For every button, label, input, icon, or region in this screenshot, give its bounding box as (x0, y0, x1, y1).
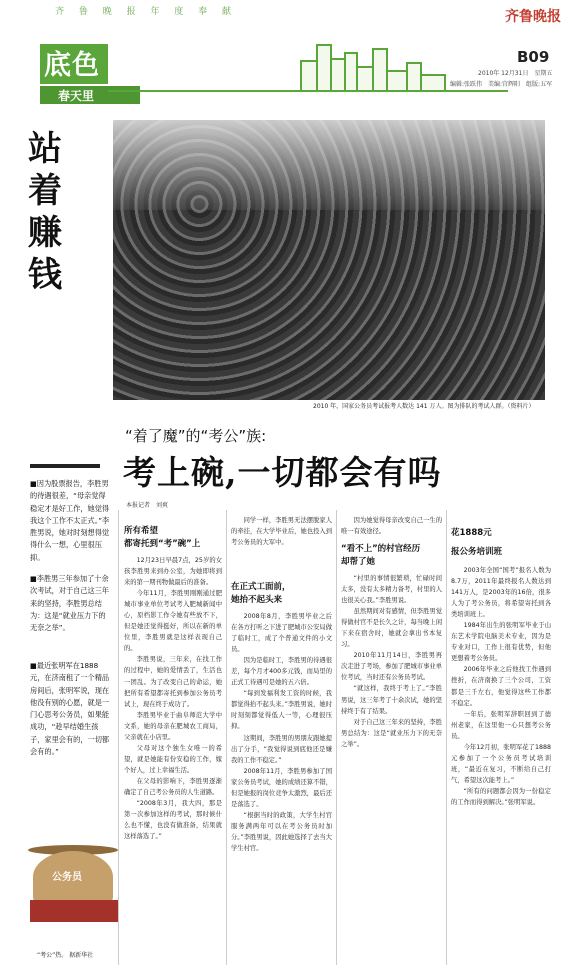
illustration-caption: “考公”热。 据新华社 (37, 952, 94, 959)
paragraph: 2008年8月，李胜男毕业之后在各方打听之下进了肥城市公安局做了临时工，成了个普通文件的小文员。 (231, 613, 332, 654)
paragraph: 父母对这个独生女唯一的希望，就是她能有份安稳的工作，嫁个好人，过上幸福生活。 (124, 744, 222, 774)
paragraph: 今年11月，李胜男刚刚通过肥城市事业单位考试考入肥城新闻中心，原档影工作令她有些放不下，但是她还觉得挺好，所以在新的单位里，李胜男就是这样表现自己的。 (124, 590, 222, 653)
paper-name-logo: 齐鲁晚报 (505, 9, 561, 25)
issue-date: 2010年 12月31日 星期五 (478, 70, 553, 77)
section-heading-4: 花1888元 (451, 528, 492, 538)
paragraph: 李胜男说，三年来，在找工作的过程中，她的爱情丢了，生活也一团乱。为了改变自己的命运，她把所有希望都寄托到参加公务员考试上，现在终于成功了。 (124, 656, 222, 708)
paragraph: 对于自己这三年来的坚持，李胜男总结为：这是“就业压力下的无奈之举”。 (341, 718, 442, 748)
paragraph: 一年后，张明军辞职回到了德州老家，在这里他一心只想考公务员。 (451, 710, 551, 740)
paragraph: 李胜男毕业于曲阜师范大学中文系，她的母亲在肥城农工商局，父亲就在小店里。 (124, 711, 222, 741)
page-number: B09 (517, 48, 550, 66)
section-logo: 底色 (44, 50, 100, 81)
section-heading-2: 在正式工面前， (231, 582, 291, 592)
paragraph: “2008年3月，我大四，那是第一次参加这样的考试，那时候什么也不懂，也没有做准备，结果就这样落选了。” (124, 800, 222, 841)
sidebar-quote-1: ■因为股票报告，李胜男的待遇很差，“母亲觉得稳定才是好工作，她觉得我这个工作不太正式。”李胜男说，她对时刻想得觉得什么一想，心里很压抑。 (30, 479, 110, 562)
paragraph: 2010年11月14日，李胜男再次走进了考场，参加了肥城市事业单位考试，当时还有公务员考试。 (341, 652, 442, 682)
paragraph: “根据当时的政策，大学生村官服务满两年可以在考公务员时加分。”李胜男说，因此她选择了去当大学生村官。 (231, 811, 332, 852)
paragraph: 因为是临时工，李胜男的待遇很差，每个月才400多元钱，而局里的正式工待遇可是她的五六倍。 (231, 657, 332, 687)
article-byline: 本报记者 刘爽 (126, 502, 169, 509)
paragraph: 在父母的影响下，李胜男逐渐确定了自己考公务员的人生道路。 (124, 777, 222, 796)
sidebar-rule (30, 464, 100, 468)
article-headline: 考上碗,一切都会有吗 (123, 453, 442, 492)
paragraph: 2008年11月，李胜男参加了国家公务员考试，她的成绩还算不错，但是她报的岗位竞争太激烈，最后还是落选了。 (231, 767, 332, 808)
section-heading-1-line2: 都寄托到“考”碗”上 (124, 539, 201, 549)
section-subtitle: 春天里 (58, 89, 95, 103)
paragraph: 12月23日早晨7点，25岁的女孩李胜男来到办公室，为她即将到来的第一期刊物做最后的准备。 (124, 557, 222, 587)
photo-caption: 2010 年，国家公务员考试报考人数达 141 万人。图为排队的考试人群。（资料片） (313, 403, 535, 410)
paragraph: 1984年出生的张明军毕业于山东艺术学院电脑美术专业，因为是专业对口，工作上很有优势，但他更想着考公务员。 (451, 622, 551, 663)
crowd-photo-highlight (113, 120, 545, 210)
section-heading-3: “看不上”的村官经历 (341, 544, 421, 554)
urn-label: 公务员 (52, 872, 82, 883)
paragraph: 因为她觉得母亲改变自己一生的唯一有效途径。 (341, 517, 442, 536)
article-column-3 (341, 515, 442, 965)
sidebar-quote-2: ■李胜男三年参加了十余次考试，对于自己这三年来的坚持，李胜男总结为：这是“就业压力下的无奈之举”。 (30, 574, 110, 633)
feature-vertical-title: 站着赚钱 (28, 129, 62, 295)
section-heading-4-line2: 报公务培训班 (451, 547, 503, 557)
paragraph: 2003年全国“国考”报名人数为8.7万，2011年最终报名人数达到141万人，是2003年的16倍，很多人为了考公务员，将希望寄托到各类培训班上。 (451, 567, 551, 619)
article-column-2 (231, 515, 332, 965)
editor-credits: 编辑:张跃伟 美编:宫辉阳 组版:五军 (450, 81, 553, 88)
article-column-4 (451, 527, 551, 965)
paragraph: “就这样，我终于考上了。”李胜男说，这三年考了十余次试，她的坚持终于有了结果。 (341, 685, 442, 715)
urn-pedestal (30, 900, 118, 922)
paragraph: “每到发福利发工资的时候，我都觉得抬不起头来。”李胜男说，她时时刻刻都觉得低人一等，心理很压抑。 (231, 690, 332, 731)
section-heading-3-line2: 却帮了她 (341, 557, 376, 567)
paragraph: “所有的问题都会因为一份稳定的工作而得到解决。”张明军说。 (451, 787, 551, 806)
paragraph: 这期间，李胜男的男朋友跟她提出了分手，“我觉得说到底他还是嫌我的工作不稳定。” (231, 734, 332, 764)
section-heading-2-line2: 她抬不起头来 (231, 595, 283, 605)
paragraph: 2006年毕业之后他找工作遇到挫折，在济南换了三个公司，工资都是三千左右，他觉得这些工作都不稳定。 (451, 666, 551, 707)
paragraph: 虽然期间对有感情，但李胜男觉得做村官不是长久之计，每当晚上闲下来在宿舍时，她就会拿出书本复习。 (341, 608, 442, 649)
article-column-1 (124, 525, 222, 965)
paragraph: 同学一样，李胜男无法摆脱家人的牵挂，在大学毕业后，她也投入到考公务员的大军中。 (231, 517, 332, 547)
section-heading-1: 所有希望 (124, 526, 159, 536)
article-kicker: “着了魔”的“考公”族: (125, 427, 267, 445)
sidebar-quote-3: ■最近张明军在1888元，在济南租了一个精品房间后，张明军说，现在他没有别的心愿，就是一门心思考公务员，如果能成功，“趁早结婚生孩子，家里会有的，一切都会有的。” (30, 661, 110, 757)
paragraph: 今年12月初，张明军花了1888元参加了一个公务员考试培训班，“最近在复习，不断给自己打气，希望这次能考上。” (451, 743, 551, 784)
paragraph: “村里的事情很繁琐，忙碌时间太多，没有太多精力备考，村里的人也很关心我。”李胜男说。 (341, 575, 442, 605)
masthead-slogan: 齐 鲁 晚 报 年 度 奉 献 (55, 7, 238, 17)
